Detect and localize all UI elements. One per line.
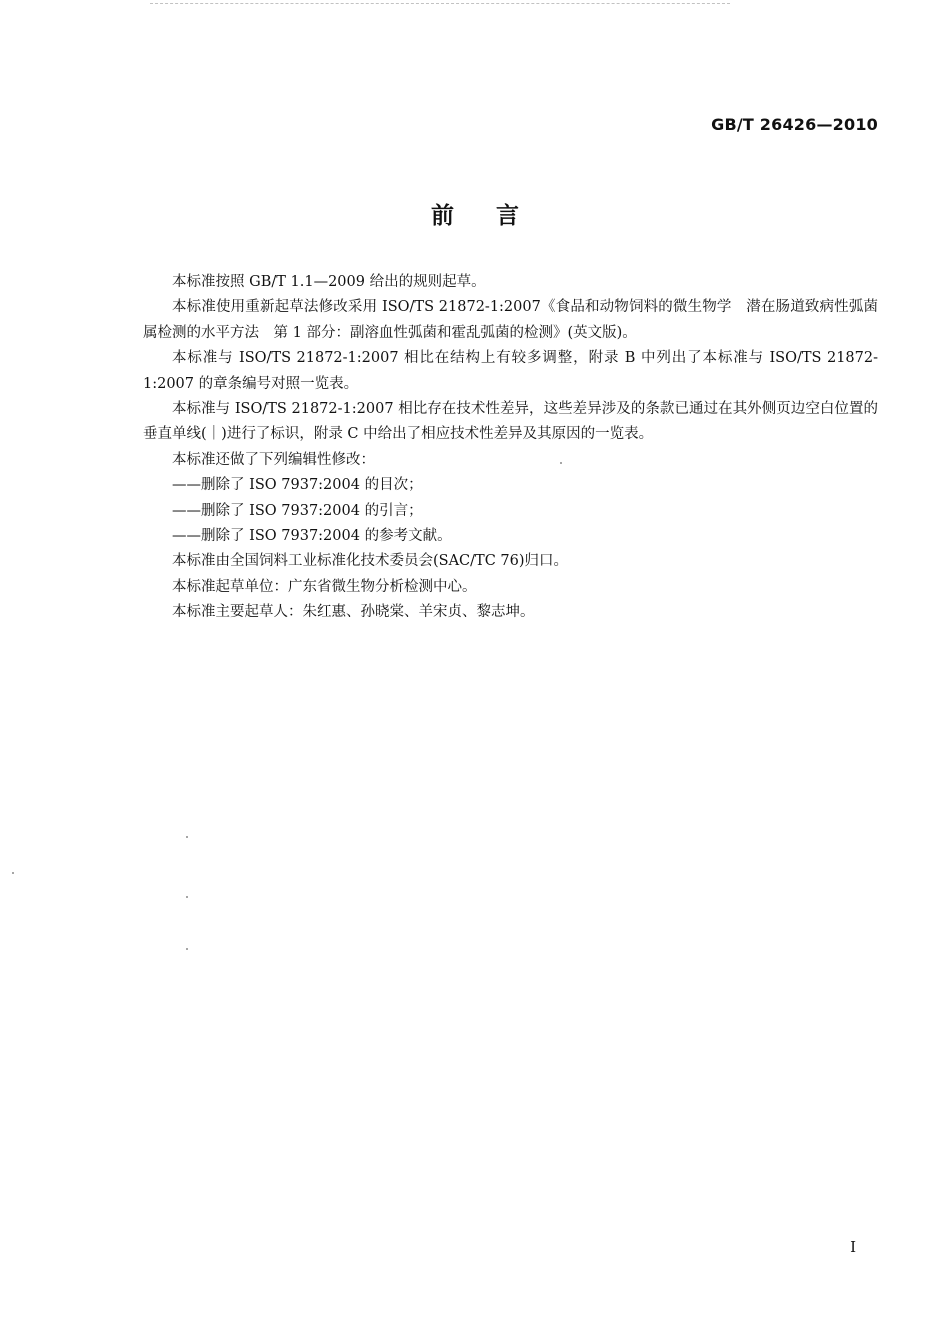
paragraph-editorial-intro: 本标准还做了下列编辑性修改： xyxy=(172,451,375,468)
paragraph-adoption: 本标准使用重新起草法修改采用 ISO/TS 21872-1:2007《食品和动物饲料的微生物学 潜在肠道致病性弧菌属检测的水平方法 第 1 部分：副溶血性弧菌和霍乱弧菌的检测》(英文版)。 xyxy=(143,299,878,341)
scan-speck xyxy=(186,896,188,898)
edit-list-item: ——删除了 ISO 7937:2004 的参考文献。 xyxy=(172,528,452,545)
paragraph-structure-changes: 本标准与 ISO/TS 21872-1:2007 相比在结构上有较多调整，附录 B 中列出了本标准与 ISO/TS 21872-1:2007 的章条编号对照一览表。 xyxy=(143,350,878,392)
page-number: I xyxy=(850,1238,856,1256)
paragraph-committee: 本标准由全国饲料工业标准化技术委员会(SAC/TC 76)归口。 xyxy=(172,553,569,570)
edit-list-item: ——删除了 ISO 7937:2004 的引言； xyxy=(172,502,423,519)
paragraph-drafting-unit: 本标准起草单位：广东省微生物分析检测中心。 xyxy=(172,578,477,595)
standard-number: GB/T 26426—2010 xyxy=(711,115,878,134)
paragraph-drafting-rules: 本标准按照 GB/T 1.1—2009 给出的规则起草。 xyxy=(172,274,486,290)
paragraph-technical-differences: 本标准与 ISO/TS 21872-1:2007 相比存在技术性差异，这些差异涉及的条款已通过在其外侧页边空白位置的垂直单线(｜)进行了标识，附录 C 中给出了相应技术性差异及其原因的一览表。 xyxy=(143,401,878,443)
scan-speck xyxy=(186,836,188,838)
edit-list-item: ——删除了 ISO 7937:2004 的目次； xyxy=(172,477,423,494)
page-title: 前言 xyxy=(431,203,561,229)
scan-artifact-line xyxy=(150,3,730,6)
preface-body xyxy=(143,270,878,626)
scan-speck xyxy=(12,872,14,874)
scan-speck xyxy=(186,948,188,950)
scan-speck xyxy=(560,462,562,464)
paragraph-drafters: 本标准主要起草人：朱红惠、孙晓棠、羊宋贞、黎志坤。 xyxy=(172,604,535,621)
